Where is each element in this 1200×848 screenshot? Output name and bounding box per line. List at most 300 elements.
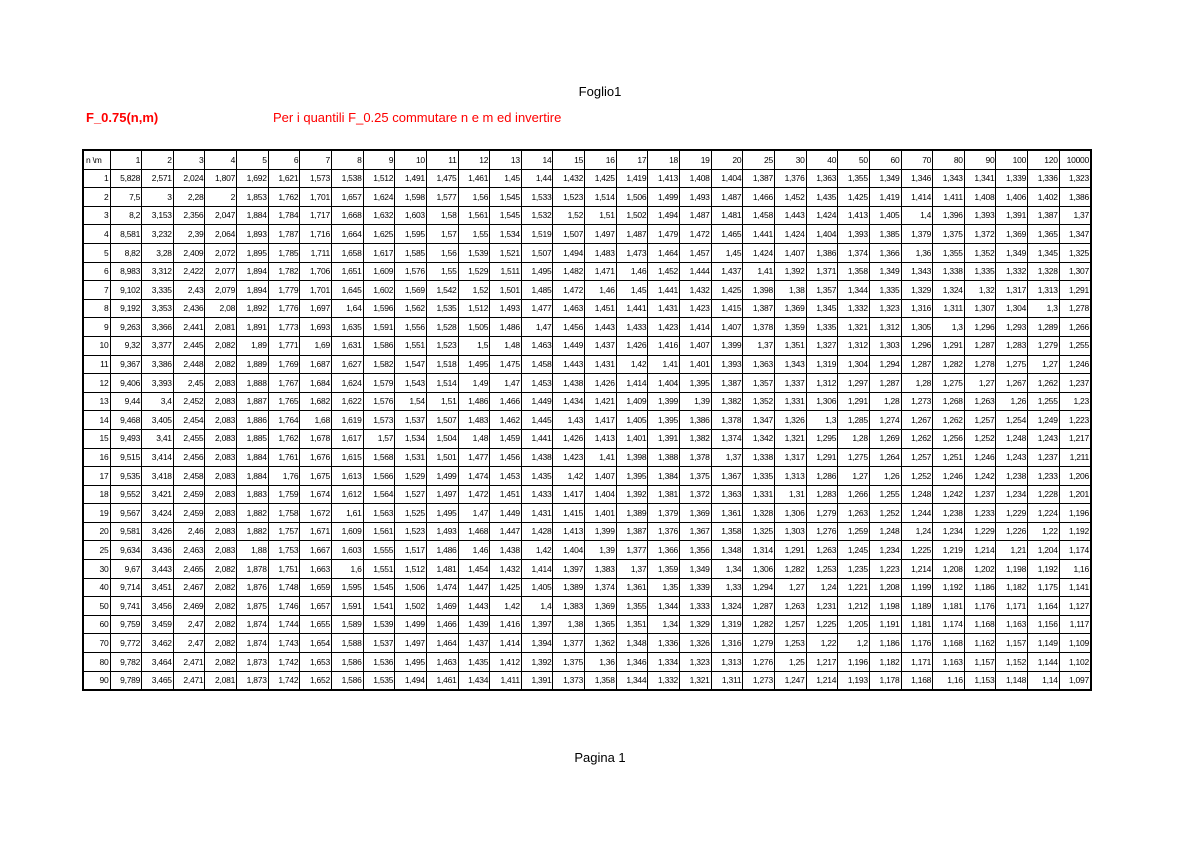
table-cell: 1,332 (996, 262, 1028, 281)
table-cell: 1,303 (774, 522, 806, 541)
table-cell: 1,307 (1059, 262, 1091, 281)
table-cell: 1,316 (901, 299, 933, 318)
table-cell: 1,24 (901, 522, 933, 541)
table-cell: 2,081 (205, 318, 237, 337)
table-cell: 1,355 (838, 169, 870, 188)
table-cell: 1,782 (268, 262, 300, 281)
table-cell: 1,475 (426, 169, 458, 188)
table-cell: 1,267 (996, 374, 1028, 393)
row-header: 8 (83, 299, 110, 318)
table-cell: 1,22 (1028, 522, 1060, 541)
table-cell: 2,43 (173, 281, 205, 300)
table-cell: 1,176 (964, 597, 996, 616)
table-cell: 1,182 (869, 653, 901, 672)
table-cell: 1,428 (521, 522, 553, 541)
row-header: 90 (83, 671, 110, 690)
table-cell: 1,537 (363, 634, 395, 653)
table-cell: 1,393 (711, 355, 743, 374)
table-cell: 1,246 (964, 448, 996, 467)
column-header: 19 (680, 150, 712, 169)
table-cell: 1,16 (933, 671, 965, 690)
table-cell: 1,366 (648, 541, 680, 560)
table-cell: 1,517 (395, 541, 427, 560)
table-cell: 1,4 (521, 597, 553, 616)
table-row (83, 578, 1091, 597)
table-cell: 1,884 (237, 206, 269, 225)
table-cell: 3 (142, 188, 174, 207)
table-cell: 1,212 (838, 597, 870, 616)
table-cell: 1,321 (838, 318, 870, 337)
table-cell: 3,436 (142, 541, 174, 560)
table-cell: 1,26 (996, 392, 1028, 411)
table-cell: 1,149 (1028, 634, 1060, 653)
table-cell: 1,4 (901, 206, 933, 225)
table-cell: 1,742 (268, 653, 300, 672)
table-cell: 1,262 (933, 411, 965, 430)
table-row (83, 169, 1091, 188)
table-cell: 1,535 (363, 671, 395, 690)
table-cell: 1,157 (964, 653, 996, 672)
table-cell: 1,182 (996, 578, 1028, 597)
corner-cell: n \m (83, 150, 110, 169)
table-cell: 1,547 (395, 355, 427, 374)
table-cell: 1,313 (1028, 281, 1060, 300)
table-cell: 1,463 (521, 336, 553, 355)
table-cell: 1,466 (490, 392, 522, 411)
table-cell: 2,456 (173, 448, 205, 467)
table-cell: 1,693 (300, 318, 332, 337)
table-cell: 1,494 (395, 671, 427, 690)
table-cell: 1,365 (1028, 225, 1060, 244)
table-cell: 2,082 (205, 634, 237, 653)
table-cell: 1,223 (869, 560, 901, 579)
table-cell: 1,678 (300, 429, 332, 448)
table-cell: 1,259 (838, 522, 870, 541)
table-cell: 1,243 (996, 448, 1028, 467)
table-cell: 1,174 (1059, 541, 1091, 560)
table-cell: 1,141 (1059, 578, 1091, 597)
table-cell: 1,37 (711, 448, 743, 467)
table-cell: 1,246 (1059, 355, 1091, 374)
table-cell: 2,083 (205, 541, 237, 560)
table-cell: 1,214 (964, 541, 996, 560)
table-cell: 1,672 (300, 504, 332, 523)
table-cell: 1,533 (521, 188, 553, 207)
table-cell: 9,772 (110, 634, 142, 653)
table-cell: 2,467 (173, 578, 205, 597)
table-cell: 1,181 (933, 597, 965, 616)
table-cell: 1,376 (648, 522, 680, 541)
table-cell: 1,267 (901, 411, 933, 430)
table-cell: 1,363 (743, 355, 775, 374)
table-cell: 1,56 (426, 243, 458, 262)
table-cell: 1,237 (1028, 448, 1060, 467)
table-cell: 1,357 (806, 281, 838, 300)
table-cell: 2,077 (205, 262, 237, 281)
table-cell: 1,399 (648, 392, 680, 411)
table-cell: 1,586 (331, 671, 363, 690)
table-cell: 1,585 (395, 243, 427, 262)
table-cell: 1,784 (268, 206, 300, 225)
table-cell: 1,335 (869, 281, 901, 300)
table-cell: 1,242 (964, 467, 996, 486)
table-cell: 2,082 (205, 653, 237, 672)
table-cell: 1,407 (680, 336, 712, 355)
table-cell: 1,257 (964, 411, 996, 430)
table-row (83, 262, 1091, 281)
table-cell: 1,453 (521, 374, 553, 393)
table-cell: 1,33 (711, 578, 743, 597)
table-cell: 1,482 (553, 262, 585, 281)
table-cell: 1,499 (648, 188, 680, 207)
table-cell: 1,441 (743, 225, 775, 244)
table-cell: 3,424 (142, 504, 174, 523)
table-cell: 1,419 (616, 169, 648, 188)
table-cell: 1,253 (806, 560, 838, 579)
table-cell: 1,494 (553, 243, 585, 262)
table-cell: 1,127 (1059, 597, 1091, 616)
table-cell: 1,349 (869, 262, 901, 281)
table-cell: 1,163 (933, 653, 965, 672)
table-cell: 1,406 (996, 188, 1028, 207)
table-cell: 1,653 (300, 653, 332, 672)
table-cell: 1,419 (869, 188, 901, 207)
table-cell: 1,555 (363, 541, 395, 560)
table-cell: 1,287 (743, 597, 775, 616)
table-cell: 1,69 (300, 336, 332, 355)
table-cell: 1,561 (363, 522, 395, 541)
table-cell: 1,395 (648, 411, 680, 430)
table-cell: 1,501 (490, 281, 522, 300)
table-cell: 1,369 (680, 504, 712, 523)
table-cell: 1,456 (553, 318, 585, 337)
table-cell: 1,764 (268, 411, 300, 430)
column-header: 9 (363, 150, 395, 169)
row-header: 10 (83, 336, 110, 355)
table-cell: 1,545 (490, 188, 522, 207)
table-cell: 1,753 (268, 541, 300, 560)
table-cell: 1,164 (1028, 597, 1060, 616)
table-cell: 1,331 (774, 392, 806, 411)
table-cell: 1,711 (300, 243, 332, 262)
table-cell: 1,435 (458, 653, 490, 672)
table-cell: 1,392 (521, 653, 553, 672)
table-cell: 1,349 (869, 169, 901, 188)
table-cell: 1,273 (743, 671, 775, 690)
table-cell: 1,416 (490, 615, 522, 634)
table-cell: 1,443 (553, 355, 585, 374)
table-cell: 1,48 (490, 336, 522, 355)
table-cell: 1,564 (363, 485, 395, 504)
table-cell: 1,2 (838, 634, 870, 653)
table-cell: 2,471 (173, 671, 205, 690)
table-cell: 2,39 (173, 225, 205, 244)
table-cell: 1,469 (426, 597, 458, 616)
table-cell: 1,652 (300, 671, 332, 690)
table-cell: 1,199 (901, 578, 933, 597)
table-cell: 1,383 (585, 560, 617, 579)
table-cell: 1,386 (1059, 188, 1091, 207)
column-header: 4 (205, 150, 237, 169)
table-cell: 1,3 (1028, 299, 1060, 318)
row-header: 70 (83, 634, 110, 653)
row-header: 3 (83, 206, 110, 225)
table-cell: 9,493 (110, 429, 142, 448)
table-cell: 1,405 (521, 578, 553, 597)
table-row (83, 374, 1091, 393)
table-cell: 1,375 (933, 225, 965, 244)
table-cell: 1,395 (616, 467, 648, 486)
table-cell: 1,425 (490, 578, 522, 597)
table-cell: 3,464 (142, 653, 174, 672)
table-cell: 1,324 (933, 281, 965, 300)
table-cell: 8,581 (110, 225, 142, 244)
table-cell: 1,425 (711, 281, 743, 300)
table-cell: 1,76 (268, 467, 300, 486)
table-cell: 1,331 (743, 485, 775, 504)
table-cell: 1,391 (996, 206, 1028, 225)
table-cell: 1,757 (268, 522, 300, 541)
table-cell: 1,383 (553, 597, 585, 616)
table-cell: 1,785 (268, 243, 300, 262)
table-cell: 1,456 (490, 448, 522, 467)
table-cell: 1,208 (933, 560, 965, 579)
table-cell: 1,481 (711, 206, 743, 225)
table-cell: 1,573 (363, 411, 395, 430)
table-cell: 1,251 (933, 448, 965, 467)
table-cell: 1,875 (237, 597, 269, 616)
column-header: 60 (869, 150, 901, 169)
table-cell: 1,225 (806, 615, 838, 634)
table-cell: 1,535 (426, 299, 458, 318)
table-cell: 1,432 (490, 560, 522, 579)
table-cell: 2,469 (173, 597, 205, 616)
table-cell: 1,497 (426, 485, 458, 504)
table-cell: 1,374 (711, 429, 743, 448)
table-cell: 1,305 (901, 318, 933, 337)
table-cell: 1,438 (521, 448, 553, 467)
table-cell: 1,367 (680, 522, 712, 541)
table-cell: 1,761 (268, 448, 300, 467)
table-cell: 1,174 (933, 615, 965, 634)
table-cell: 1,363 (711, 485, 743, 504)
table-cell: 1,506 (616, 188, 648, 207)
table-cell: 2,459 (173, 485, 205, 504)
table-cell: 1,307 (964, 299, 996, 318)
table-cell: 1,254 (996, 411, 1028, 430)
table-cell: 2,448 (173, 355, 205, 374)
table-cell: 1,377 (616, 541, 648, 560)
table-row (83, 355, 1091, 374)
table-cell: 1,275 (996, 355, 1028, 374)
table-cell: 1,45 (490, 169, 522, 188)
table-cell: 1,44 (521, 169, 553, 188)
table-cell: 1,744 (268, 615, 300, 634)
table-cell: 1,602 (363, 281, 395, 300)
table-cell: 1,41 (648, 355, 680, 374)
table-cell: 1,415 (711, 299, 743, 318)
table-cell: 1,528 (426, 318, 458, 337)
table-cell: 1,409 (616, 392, 648, 411)
table-cell: 1,55 (426, 262, 458, 281)
row-header: 80 (83, 653, 110, 672)
table-cell: 1,529 (395, 467, 427, 486)
table-cell: 1,494 (648, 206, 680, 225)
table-cell: 9,32 (110, 336, 142, 355)
table-cell: 1,463 (426, 653, 458, 672)
table-cell: 2,452 (173, 392, 205, 411)
table-cell: 1,348 (711, 541, 743, 560)
table-cell: 1,25 (774, 653, 806, 672)
table-cell: 1,461 (426, 671, 458, 690)
table-cell: 1,338 (933, 262, 965, 281)
table-cell: 1,51 (426, 392, 458, 411)
table-cell: 1,237 (1059, 374, 1091, 393)
table-cell: 1,387 (1028, 206, 1060, 225)
table-cell: 1,291 (774, 541, 806, 560)
table-cell: 1,349 (996, 243, 1028, 262)
table-cell: 1,387 (743, 169, 775, 188)
table-cell: 1,393 (964, 206, 996, 225)
table-cell: 1,278 (964, 355, 996, 374)
table-cell: 1,378 (743, 318, 775, 337)
instruction-note: Per i quantili F_0.25 commutare n e m ed invertire (273, 110, 562, 125)
table-cell: 9,567 (110, 504, 142, 523)
table-cell: 1,487 (616, 225, 648, 244)
table-cell: 1,355 (616, 597, 648, 616)
table-cell: 1,779 (268, 281, 300, 300)
table-cell: 1,346 (901, 169, 933, 188)
table-cell: 1,385 (869, 225, 901, 244)
table-cell: 1,097 (1059, 671, 1091, 690)
table-cell: 1,507 (553, 225, 585, 244)
table-cell: 1,407 (774, 243, 806, 262)
table-cell: 1,296 (901, 336, 933, 355)
table-cell: 1,576 (363, 392, 395, 411)
table-cell: 1,332 (648, 671, 680, 690)
table-cell: 1,335 (806, 318, 838, 337)
table-cell: 1,398 (743, 281, 775, 300)
table-cell: 1,545 (490, 206, 522, 225)
table-cell: 1,359 (648, 560, 680, 579)
table-cell: 1,321 (680, 671, 712, 690)
table-cell: 1,404 (553, 541, 585, 560)
table-cell: 1,268 (933, 392, 965, 411)
table-cell: 1,495 (458, 355, 490, 374)
table-cell: 1,217 (806, 653, 838, 672)
table-cell: 1,655 (300, 615, 332, 634)
table-cell: 1,667 (300, 541, 332, 560)
table-cell: 1,426 (616, 336, 648, 355)
table-cell: 2,064 (205, 225, 237, 244)
table-cell: 1,269 (869, 429, 901, 448)
table-cell: 1,645 (331, 281, 363, 300)
table-cell: 1,413 (585, 429, 617, 448)
table-cell: 1,303 (869, 336, 901, 355)
table-cell: 1,426 (553, 429, 585, 448)
table-cell: 1,186 (869, 634, 901, 653)
table-cell: 1,393 (838, 225, 870, 244)
table-cell: 1,624 (331, 374, 363, 393)
table-cell: 1,622 (331, 392, 363, 411)
table-cell: 1,462 (490, 411, 522, 430)
table-cell: 2,463 (173, 541, 205, 560)
table-cell: 2,082 (205, 615, 237, 634)
table-cell: 1,887 (237, 392, 269, 411)
column-header: 80 (933, 150, 965, 169)
table-cell: 1,356 (680, 541, 712, 560)
table-cell: 1,474 (458, 467, 490, 486)
table-cell: 2,471 (173, 653, 205, 672)
table-cell: 1,6 (331, 560, 363, 579)
table-cell: 1,382 (680, 429, 712, 448)
table-cell: 1,499 (426, 467, 458, 486)
table-cell: 1,191 (869, 615, 901, 634)
table-cell: 2,441 (173, 318, 205, 337)
table-cell: 1,369 (774, 299, 806, 318)
table-cell: 1,624 (363, 188, 395, 207)
table-row (83, 653, 1091, 672)
table-cell: 1,671 (300, 522, 332, 541)
table-cell: 1,514 (426, 374, 458, 393)
table-cell: 1,46 (458, 541, 490, 560)
table-cell: 1,475 (490, 355, 522, 374)
table-cell: 2,28 (173, 188, 205, 207)
table-cell: 1,47 (521, 318, 553, 337)
table-cell: 1,56 (458, 188, 490, 207)
table-cell: 1,337 (774, 374, 806, 393)
table-cell: 1,617 (331, 429, 363, 448)
table-cell: 1,483 (585, 243, 617, 262)
table-cell: 1,609 (331, 522, 363, 541)
table-cell: 1,401 (585, 504, 617, 523)
table-cell: 9,759 (110, 615, 142, 634)
table-cell: 1,495 (521, 262, 553, 281)
table-cell: 1,441 (521, 429, 553, 448)
table-cell: 1,162 (964, 634, 996, 653)
table-cell: 1,405 (616, 411, 648, 430)
table-cell: 1,512 (363, 169, 395, 188)
column-header: 1 (110, 150, 142, 169)
table-cell: 1,363 (806, 169, 838, 188)
table-cell: 2,356 (173, 206, 205, 225)
table-cell: 1,36 (585, 653, 617, 672)
row-header: 18 (83, 485, 110, 504)
table-cell: 1,539 (458, 243, 490, 262)
table-cell: 1,392 (616, 485, 648, 504)
table-cell: 2,47 (173, 615, 205, 634)
table-cell: 1,603 (395, 206, 427, 225)
table-cell: 1,573 (300, 169, 332, 188)
table-cell: 1,424 (774, 225, 806, 244)
table-cell: 1,295 (806, 429, 838, 448)
table-cell: 1,751 (268, 560, 300, 579)
column-header: 14 (521, 150, 553, 169)
table-cell: 1,312 (806, 374, 838, 393)
table-cell: 1,891 (237, 318, 269, 337)
table-cell: 1,28 (869, 392, 901, 411)
table-cell: 1,414 (901, 188, 933, 207)
table-cell: 1,888 (237, 374, 269, 393)
table-cell: 1,329 (680, 615, 712, 634)
table-cell: 1,523 (553, 188, 585, 207)
table-cell: 1,399 (711, 336, 743, 355)
table-cell: 1,497 (585, 225, 617, 244)
table-cell: 1,109 (1059, 634, 1091, 653)
table-cell: 1,529 (458, 262, 490, 281)
table-cell: 1,366 (869, 243, 901, 262)
table-cell: 1,577 (426, 188, 458, 207)
